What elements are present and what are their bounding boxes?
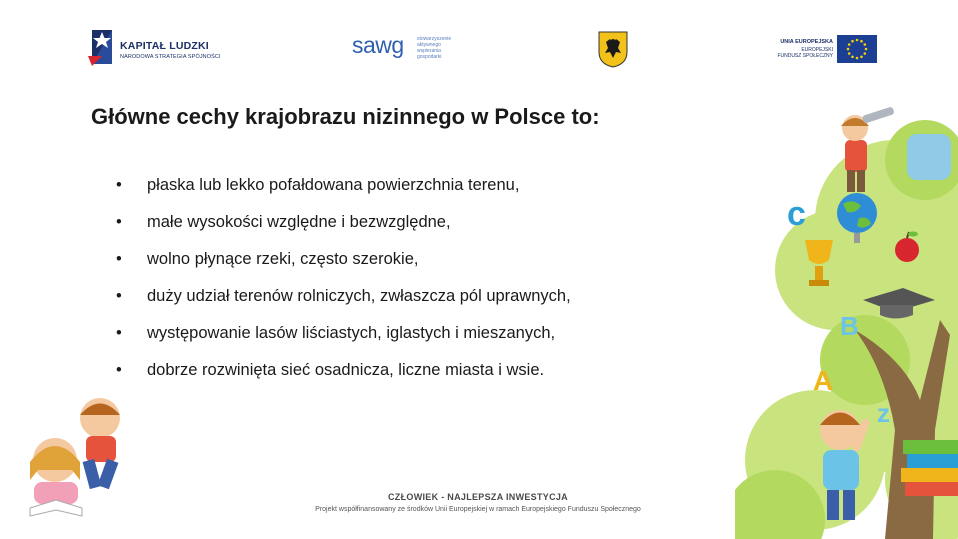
bullet-dot: •	[116, 176, 122, 194]
list-item	[113, 250, 571, 287]
eu-flag-icon	[837, 35, 877, 63]
eu-fund-label	[777, 47, 833, 59]
book-stack-icon	[901, 440, 958, 496]
kapital-ludzki-logo	[86, 26, 226, 70]
footer-subtitle: Projekt współfinansowany ze środków Unii Europejskiej w ramach Europejskiego Funduszu Społecznego	[315, 506, 641, 513]
eu-logo	[773, 34, 877, 64]
tree-illustration	[735, 100, 958, 539]
kapital-ludzki-title: KAPITAŁ LUDZKI	[120, 40, 209, 52]
eu-union-label: UNIA EUROPEJSKA	[780, 39, 833, 45]
letter-a-icon: A	[813, 365, 834, 396]
list-item	[113, 176, 571, 213]
kapital-ludzki-subtitle: NARODOWA STRATEGIA SPÓJNOŚCI	[120, 54, 221, 60]
running-boy-icon	[80, 398, 120, 489]
letter-c-icon: c	[787, 195, 806, 233]
sawg-line: stowarzyszenie	[417, 36, 452, 42]
list-item	[113, 213, 571, 250]
kapital-ludzki-emblem-icon	[86, 26, 116, 70]
list-item-text: płaska lub lekko pofałdowana powierzchnia terenu,	[147, 176, 520, 194]
coat-of-arms-icon	[597, 30, 629, 68]
eu-fund-line: FUNDUSZ SPOŁECZNY	[777, 53, 833, 59]
list-item	[113, 287, 571, 324]
kids-illustration	[0, 390, 140, 539]
bullet-dot: •	[116, 250, 122, 268]
bullet-dot: •	[116, 361, 122, 379]
list-item-text: dobrze rozwinięta sieć osadnicza, liczne miasta i wsie.	[147, 361, 545, 379]
reading-girl-icon	[30, 438, 82, 516]
bullet-dot: •	[116, 213, 122, 231]
bullet-list	[113, 176, 571, 398]
bullet-dot: •	[116, 324, 122, 342]
list-item-text: małe wysokości względne i bezwzględne,	[147, 213, 451, 231]
sawg-line: aktywnego	[417, 42, 441, 48]
letter-z-icon: z	[877, 398, 890, 428]
sawg-logo	[352, 32, 462, 66]
list-item	[113, 324, 571, 361]
sawg-line: gospodarki	[417, 54, 442, 60]
letter-b-icon: B	[840, 311, 859, 341]
list-item-text: wolno płynące rzeki, często szerokie,	[147, 250, 419, 268]
sawg-line: wspierania	[417, 48, 441, 54]
sawg-small-text	[417, 36, 451, 60]
backpack-icon	[907, 134, 951, 180]
bullet-dot: •	[116, 287, 122, 305]
list-item-text: duży udział terenów rolniczych, zwłaszcza pól uprawnych,	[147, 287, 571, 305]
list-item	[113, 361, 571, 398]
footer-title: CZŁOWIEK - NAJLEPSZA INWESTYCJA	[388, 492, 568, 502]
list-item-text: występowanie lasów liściastych, iglastych i mieszanych,	[147, 324, 556, 342]
eu-fund-line: EUROPEJSKI	[801, 47, 833, 53]
slide-title: Główne cechy krajobrazu nizinnego w Polsce to:	[91, 104, 600, 129]
sawg-wordmark: sawg	[352, 32, 404, 58]
